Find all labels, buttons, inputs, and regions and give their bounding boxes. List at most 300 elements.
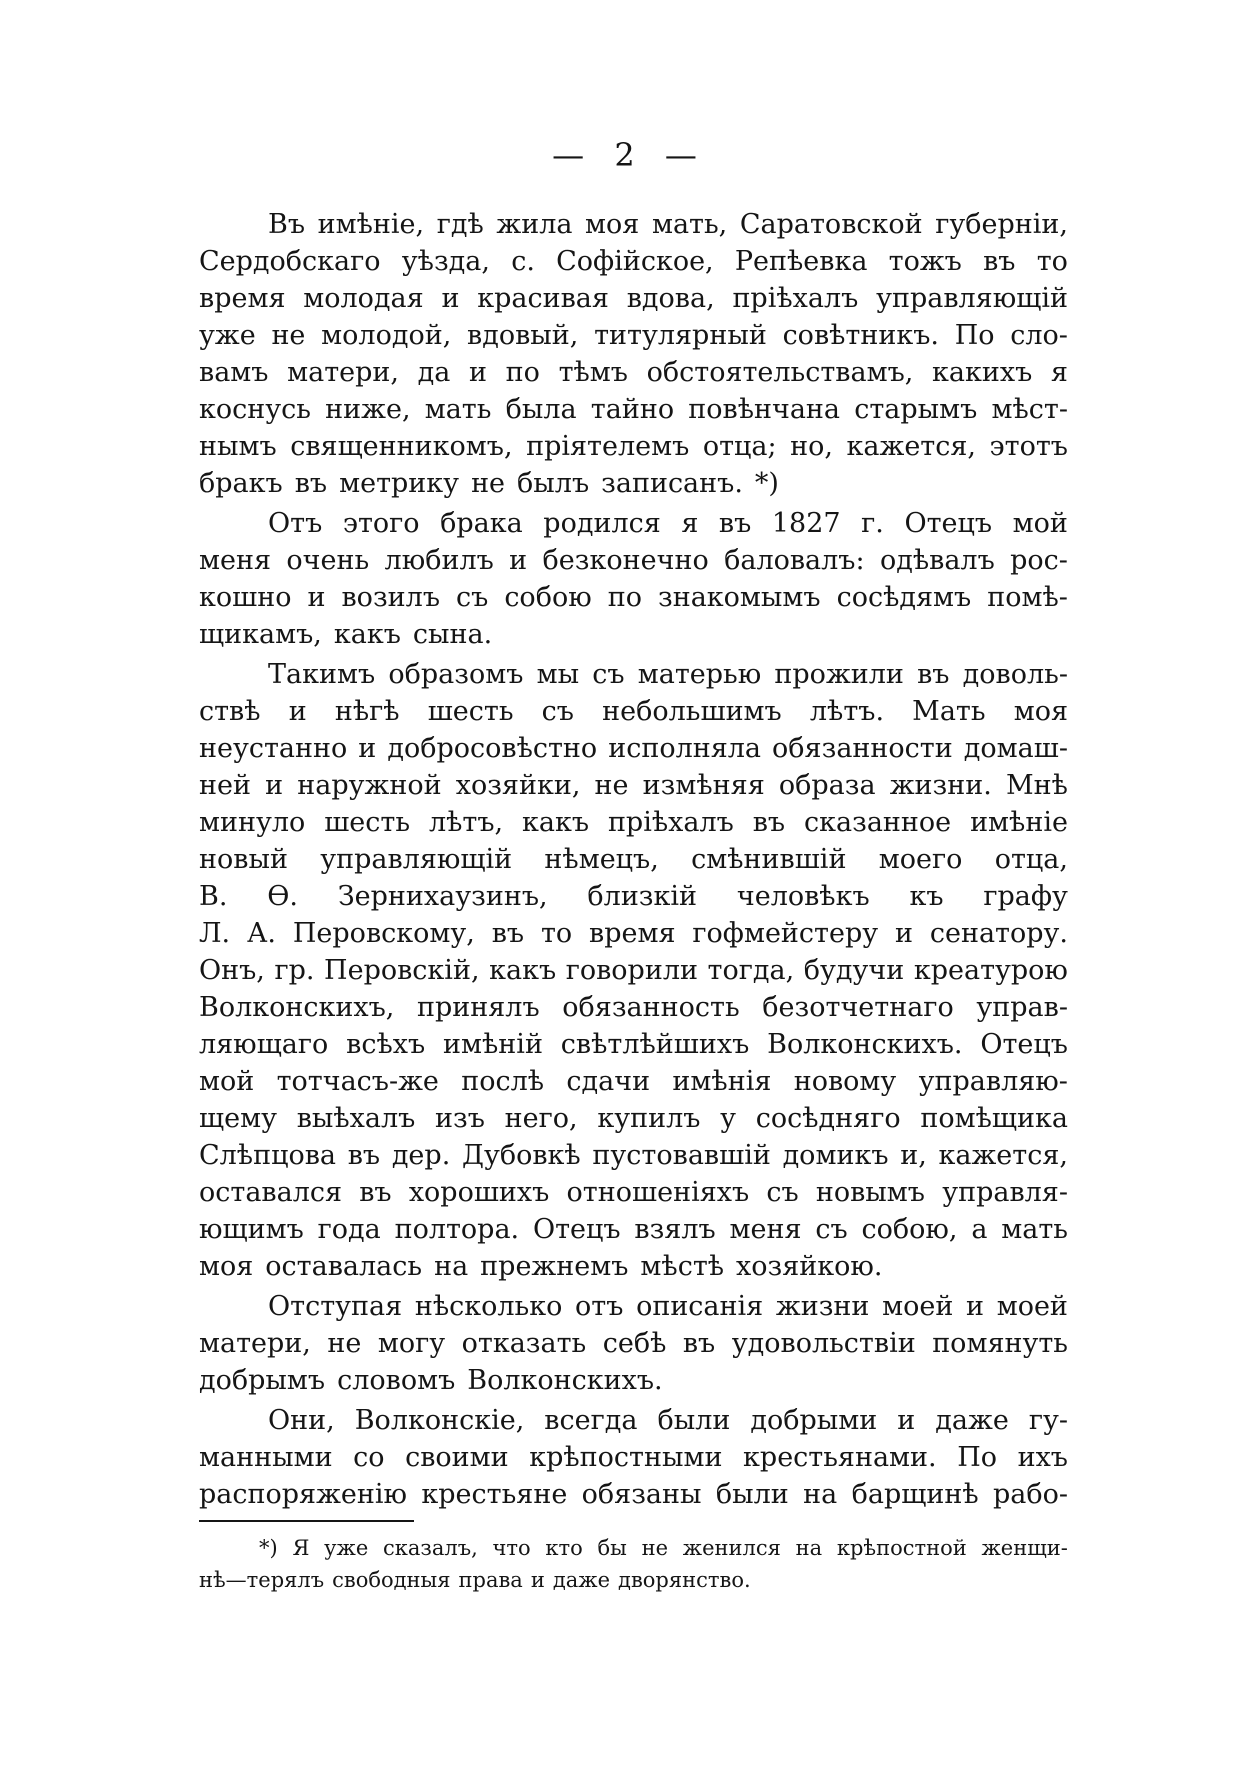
word: смѣнившій xyxy=(691,844,847,875)
word: въ xyxy=(682,1328,716,1359)
paragraph xyxy=(199,656,1068,1285)
text-line xyxy=(199,505,1068,542)
word: домаш- xyxy=(963,733,1068,764)
word: и xyxy=(358,733,377,764)
word: пріѣхалъ xyxy=(607,807,734,838)
word: имѣнія xyxy=(672,1066,772,1097)
word: неустанно xyxy=(199,733,348,764)
word: были xyxy=(715,1479,789,1510)
word: По xyxy=(954,320,995,351)
word: распоряженію xyxy=(199,1479,408,1510)
text-line xyxy=(199,693,1068,730)
word: дворянство. xyxy=(618,1568,751,1592)
word: не xyxy=(327,1328,362,1359)
word: въ xyxy=(718,508,752,539)
word: гр. xyxy=(274,955,315,986)
text-line xyxy=(199,804,1068,841)
word: матери, xyxy=(287,357,400,388)
word: титулярный xyxy=(594,320,767,351)
word: помѣ- xyxy=(987,582,1068,613)
word: и xyxy=(509,545,528,576)
word: съ xyxy=(766,1177,799,1208)
text-line xyxy=(199,1211,1068,1248)
word: наружной xyxy=(297,770,442,801)
word: молодой, xyxy=(321,320,452,351)
word: Такимъ xyxy=(268,659,376,690)
word: собою, xyxy=(861,1214,958,1245)
paragraph xyxy=(199,206,1068,502)
word: пріѣхалъ xyxy=(732,283,859,314)
footnote xyxy=(199,1532,1068,1596)
word: помѣщика xyxy=(920,1103,1068,1134)
text-line xyxy=(199,1100,1068,1137)
text-line xyxy=(199,1137,1068,1174)
word: с. xyxy=(511,246,535,277)
text-line xyxy=(199,952,1068,989)
word: помянуть xyxy=(932,1328,1068,1359)
word: ниже, xyxy=(325,394,411,425)
word: жизни. xyxy=(889,770,992,801)
word: время xyxy=(199,283,286,314)
word: новому xyxy=(793,1066,897,1097)
word: рос- xyxy=(1010,545,1068,576)
word: уже xyxy=(199,320,256,351)
word: тожъ xyxy=(888,246,962,277)
word: ихъ xyxy=(1017,1442,1068,1473)
word: метрику xyxy=(339,468,460,499)
word: отца, xyxy=(994,844,1068,875)
word: Перовскому, xyxy=(292,918,475,949)
text-line xyxy=(199,428,1068,465)
text-line xyxy=(199,1063,1068,1100)
word: нѣгѣ xyxy=(334,696,400,727)
word: себѣ xyxy=(602,1328,667,1359)
word: сына. xyxy=(412,619,493,650)
text-line xyxy=(199,317,1068,354)
word: отъ xyxy=(575,1291,624,1322)
word: возилъ xyxy=(341,582,440,613)
text-line xyxy=(199,989,1068,1026)
word: удовольствіи xyxy=(731,1328,916,1359)
word: оставалась xyxy=(265,1251,423,1282)
word: хозяйкою. xyxy=(736,1251,883,1282)
word: управляющій xyxy=(320,844,513,875)
word: брака xyxy=(440,508,523,539)
word: Волконскихъ. xyxy=(467,1365,663,1396)
word: въ xyxy=(917,659,950,690)
text-line xyxy=(199,1402,1068,1439)
word: обстоятельствамъ, xyxy=(646,357,914,388)
body-text xyxy=(199,206,1068,1513)
word: въ xyxy=(359,1177,392,1208)
paragraph xyxy=(199,1288,1068,1399)
word: сосѣдняго xyxy=(755,1103,901,1134)
word: матерью xyxy=(637,659,762,690)
word: ствѣ xyxy=(199,696,261,727)
word: него, xyxy=(504,1103,578,1134)
word: и xyxy=(966,1291,985,1322)
word: меня xyxy=(199,545,272,576)
word: обязанность xyxy=(562,992,740,1023)
word: Л. xyxy=(199,918,231,949)
word: свободныя xyxy=(332,1568,451,1592)
word: прежнемъ xyxy=(480,1251,629,1282)
word: прожили xyxy=(774,659,904,690)
word: кошно xyxy=(199,582,292,613)
word: Волконскихъ, xyxy=(199,992,395,1023)
word: оставался xyxy=(199,1177,343,1208)
word: Слѣпцова xyxy=(199,1140,337,1171)
word: этого xyxy=(342,508,420,539)
word: лѣтъ, xyxy=(428,807,504,838)
text-line xyxy=(199,206,1068,243)
word: измѣняя xyxy=(642,770,765,801)
text-line xyxy=(199,391,1068,428)
word: баловалъ: xyxy=(724,545,865,576)
word: то xyxy=(540,918,573,949)
footnote-separator xyxy=(199,1520,414,1522)
word: управля- xyxy=(942,1177,1068,1208)
word: моей xyxy=(882,1291,954,1322)
word: полтора. xyxy=(394,1214,520,1245)
word: щему xyxy=(199,1103,277,1134)
word: не xyxy=(641,1536,669,1560)
word: нѣсколько xyxy=(414,1291,563,1322)
word: сказалъ, xyxy=(382,1536,478,1560)
word: крѣпостной xyxy=(836,1536,967,1560)
word: и, xyxy=(900,1140,927,1171)
word: я xyxy=(681,508,699,539)
word: креатурою xyxy=(913,955,1068,986)
text-line xyxy=(199,915,1068,952)
word: могу xyxy=(377,1328,446,1359)
word: и xyxy=(288,696,307,727)
word: А. xyxy=(246,918,277,949)
text-line xyxy=(199,1325,1068,1362)
word: какъ xyxy=(522,807,590,838)
word: крѣпостными xyxy=(529,1442,723,1473)
word: всегда xyxy=(544,1405,638,1436)
word: даже xyxy=(935,1405,1009,1436)
word: гу- xyxy=(1028,1405,1068,1436)
word: Отецъ xyxy=(980,1029,1068,1060)
word: вдова, xyxy=(626,283,715,314)
word: не xyxy=(594,770,629,801)
word: тогда, xyxy=(707,955,795,986)
word: добросовѣстно xyxy=(387,733,598,764)
paragraph xyxy=(199,505,1068,653)
word: Волконскихъ. xyxy=(767,1029,963,1060)
word: имѣній xyxy=(443,1029,543,1060)
word: съ xyxy=(815,1214,848,1245)
word: Въ xyxy=(268,209,306,240)
word: Дубовкѣ xyxy=(462,1140,581,1171)
word: гдѣ xyxy=(436,209,484,240)
word: какъ xyxy=(333,619,401,650)
word: нѣ—терялъ xyxy=(199,1568,325,1592)
word: со xyxy=(353,1442,385,1473)
word: сказанное xyxy=(804,807,952,838)
word: Сердобскаго xyxy=(199,246,381,277)
word: Ѳ. xyxy=(267,881,298,912)
word: доволь- xyxy=(962,659,1068,690)
word: на xyxy=(434,1251,469,1282)
text-line xyxy=(199,465,1068,502)
word: изъ xyxy=(435,1103,485,1134)
word: Софійское, xyxy=(556,246,714,277)
word: графу xyxy=(983,881,1068,912)
word: добрыми xyxy=(750,1405,878,1436)
word: человѣкъ xyxy=(736,881,870,912)
word: коснусь xyxy=(199,394,311,425)
word: женился xyxy=(682,1536,781,1560)
word: уѣзда, xyxy=(401,246,490,277)
word: *) xyxy=(259,1536,278,1560)
word: отца; xyxy=(702,431,777,462)
word: вамъ xyxy=(199,357,269,388)
word: знакомымъ xyxy=(657,582,821,613)
word: по xyxy=(505,357,540,388)
word: старымъ xyxy=(854,394,978,425)
word: совѣтникъ. xyxy=(782,320,939,351)
word: съ xyxy=(592,659,625,690)
word: Саратовской xyxy=(739,209,923,240)
word: тотчасъ-же xyxy=(276,1066,439,1097)
word: Волконскіе, xyxy=(354,1405,525,1436)
word: женщи- xyxy=(981,1536,1068,1560)
text-line xyxy=(199,579,1068,616)
word: рабо- xyxy=(992,1479,1068,1510)
word: повѣнчана xyxy=(688,394,841,425)
word: исполняла xyxy=(608,733,762,764)
word: мать xyxy=(424,394,492,425)
text-line xyxy=(199,1564,1068,1596)
word: собою xyxy=(504,582,592,613)
word: гофмейстеру xyxy=(692,918,879,949)
word: мой xyxy=(199,1066,255,1097)
text-line xyxy=(199,841,1068,878)
word: имѣніе, xyxy=(317,209,425,240)
word: меня xyxy=(729,1214,802,1245)
word: Перовскій, xyxy=(324,955,480,986)
paragraph xyxy=(199,1402,1068,1513)
word: послѣ xyxy=(461,1066,545,1097)
word: всѣхъ xyxy=(346,1029,426,1060)
word: близкій xyxy=(587,881,698,912)
word: описанія xyxy=(636,1291,764,1322)
word: моей xyxy=(996,1291,1068,1322)
word: добрымъ xyxy=(199,1365,326,1396)
word: губерніи, xyxy=(935,209,1068,240)
word: принялъ xyxy=(417,992,540,1023)
word: на xyxy=(795,1536,823,1560)
word: тайно xyxy=(590,394,675,425)
word: ляющаго xyxy=(199,1029,329,1060)
word: моего xyxy=(878,844,963,875)
word: управляющій xyxy=(876,283,1068,314)
word: по xyxy=(607,582,642,613)
text-line xyxy=(199,354,1068,391)
word: небольшимъ xyxy=(602,696,782,727)
word: Отступая xyxy=(268,1291,403,1322)
word: мѣстѣ xyxy=(640,1251,725,1282)
word: а xyxy=(971,1214,988,1245)
word: пустовавшій xyxy=(592,1140,771,1171)
word: красивая xyxy=(477,283,609,314)
word: были xyxy=(657,1405,731,1436)
word: новымъ xyxy=(815,1177,925,1208)
word: говорили xyxy=(565,955,698,986)
word: 1827 xyxy=(771,508,841,539)
word: то xyxy=(1036,246,1068,277)
text-line xyxy=(199,656,1068,693)
word: взялъ xyxy=(634,1214,716,1245)
word: словомъ xyxy=(337,1365,456,1396)
word: образа xyxy=(778,770,876,801)
word: Они, xyxy=(268,1405,335,1436)
word: уже xyxy=(324,1536,369,1560)
word: щикамъ, xyxy=(199,619,322,650)
word: родился xyxy=(543,508,661,539)
word: жизни xyxy=(775,1291,870,1322)
word: свѣтлѣйшихъ xyxy=(560,1029,750,1060)
word: лѣтъ. xyxy=(809,696,885,727)
word: права xyxy=(458,1568,523,1592)
word: записанъ. xyxy=(601,468,743,499)
word: отношеніяхъ xyxy=(566,1177,750,1208)
word: безотчетнаго xyxy=(762,992,954,1023)
word: *) xyxy=(754,468,779,499)
word: барщинѣ xyxy=(851,1479,979,1510)
word: мать xyxy=(1001,1214,1068,1245)
word: съ xyxy=(456,582,489,613)
word: очень xyxy=(286,545,370,576)
text-line xyxy=(199,878,1068,915)
word: сосѣдямъ xyxy=(836,582,972,613)
word: и xyxy=(265,770,284,801)
word: дер. xyxy=(391,1140,451,1171)
word: я xyxy=(1050,357,1068,388)
word: шесть xyxy=(324,807,411,838)
word: Отецъ xyxy=(532,1214,621,1245)
word: хозяйки, xyxy=(455,770,581,801)
word: Отъ xyxy=(268,508,323,539)
word: Я xyxy=(292,1536,310,1560)
text-line xyxy=(199,1532,1068,1564)
word: отказать xyxy=(461,1328,587,1359)
word: ющимъ xyxy=(199,1214,304,1245)
word: время xyxy=(589,918,676,949)
word: образомъ xyxy=(388,659,524,690)
text-line xyxy=(199,280,1068,317)
word: одѣвалъ xyxy=(879,545,995,576)
word: была xyxy=(505,394,577,425)
word: новый xyxy=(199,844,288,875)
word: съ xyxy=(541,696,574,727)
text-line xyxy=(199,243,1068,280)
word: выѣхалъ xyxy=(296,1103,416,1134)
word: пріятелемъ xyxy=(526,431,690,462)
word: какихъ xyxy=(932,357,1033,388)
word: шесть xyxy=(427,696,514,727)
word: моя xyxy=(585,209,640,240)
word: мать, xyxy=(651,209,728,240)
word: матери, xyxy=(199,1328,311,1359)
word: и xyxy=(469,357,488,388)
page-number: — 2 — xyxy=(552,136,707,174)
word: въ xyxy=(491,918,525,949)
word: не xyxy=(471,468,506,499)
word: моя xyxy=(199,1251,254,1282)
word: но, xyxy=(790,431,833,462)
word: сло- xyxy=(1010,320,1068,351)
word: вдовый, xyxy=(467,320,579,351)
word: да xyxy=(417,357,451,388)
word: Мнѣ xyxy=(1005,770,1068,801)
word: Онъ, xyxy=(199,955,265,986)
word: Отецъ xyxy=(904,508,993,539)
word: въ xyxy=(752,807,786,838)
word: кажется, xyxy=(938,1140,1068,1171)
word: жила xyxy=(496,209,573,240)
word: и xyxy=(530,1568,545,1592)
word: мы xyxy=(536,659,580,690)
word: домикъ xyxy=(782,1140,889,1171)
word: нымъ xyxy=(199,431,277,462)
word: бракъ xyxy=(199,468,283,499)
word: бы xyxy=(597,1536,627,1560)
word: нѣмецъ, xyxy=(544,844,659,875)
word: и xyxy=(441,283,460,314)
word: молодая xyxy=(303,283,424,314)
word: въ xyxy=(347,1140,381,1171)
word: безконечно xyxy=(542,545,709,576)
word: г. xyxy=(861,508,884,539)
word: мѣст- xyxy=(991,394,1068,425)
word: обязаны xyxy=(581,1479,702,1510)
text-line xyxy=(199,767,1068,804)
word: манными xyxy=(199,1442,333,1473)
word: былъ xyxy=(517,468,590,499)
word: В. xyxy=(199,881,228,912)
word: мой xyxy=(1012,508,1068,539)
word: обязанности xyxy=(772,733,953,764)
text-line xyxy=(199,616,1068,653)
word: купилъ xyxy=(597,1103,701,1134)
word: хорошихъ xyxy=(408,1177,550,1208)
word: минуло xyxy=(199,807,306,838)
text-line xyxy=(199,542,1068,579)
word: въ xyxy=(294,468,328,499)
text-line xyxy=(199,1248,1068,1285)
word: управляю- xyxy=(918,1066,1068,1097)
word: и xyxy=(894,918,913,949)
word: тѣмъ xyxy=(558,357,628,388)
text-line xyxy=(199,1476,1068,1513)
word: своими xyxy=(405,1442,509,1473)
text-line xyxy=(199,1439,1068,1476)
word: на xyxy=(803,1479,838,1510)
word: что xyxy=(492,1536,531,1560)
word: Зернихаузинъ, xyxy=(337,881,548,912)
word: крестьяне xyxy=(421,1479,568,1510)
word: кажется, xyxy=(846,431,976,462)
word: этотъ xyxy=(989,431,1068,462)
text-line xyxy=(199,730,1068,767)
word: у xyxy=(720,1103,737,1134)
word: будучи xyxy=(803,955,905,986)
word: священникомъ, xyxy=(290,431,513,462)
